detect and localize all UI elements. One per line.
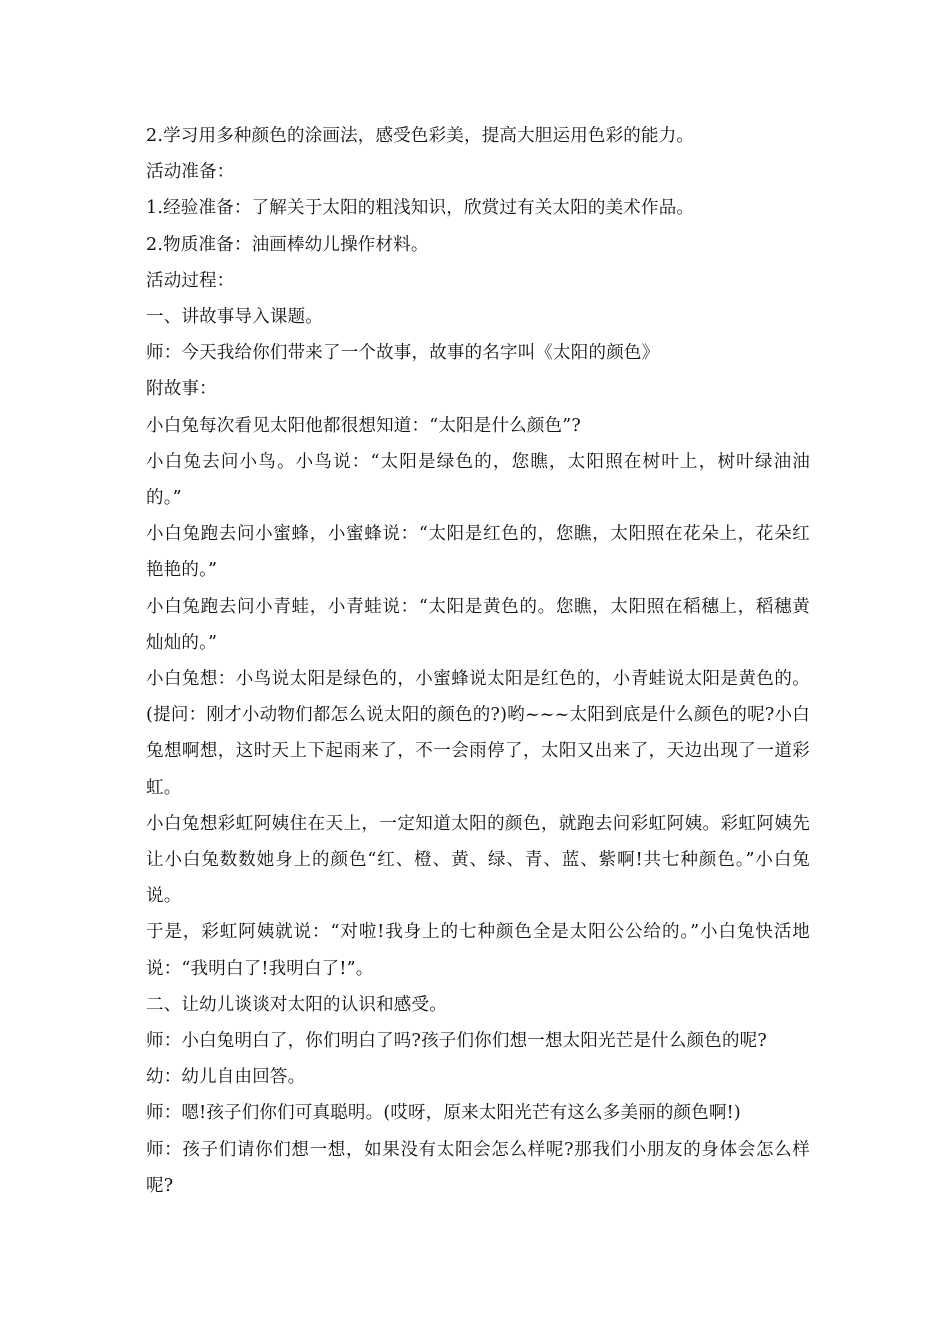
- heading-activity-preparation: 活动准备：: [146, 162, 235, 183]
- document-body: [146, 118, 810, 1204]
- story-paragraph: 小白兔想：小鸟说太阳是绿色的，小蜜蜂说太阳是红色的，小青蛙说太阳是黄色的。(提问：刚才小动物们都怎么说太阳的颜色的?)哟~~~太阳到底是什么颜色的呢?小白兔想啊想，这时天上下起雨来了，不一会雨停了，太阳又出来了，天边出现了一道彩虹。: [146, 669, 810, 798]
- paragraph-material-preparation: 2.物质准备：油画棒幼儿操作材料。: [146, 234, 429, 255]
- heading-activity-process: 活动过程：: [146, 270, 235, 291]
- dialogue-paragraph: 师：嗯!孩子们你们可真聪明。(哎呀，原来太阳光芒有这么多美丽的颜色啊!): [146, 1103, 741, 1124]
- story-paragraph: 小白兔跑去问小青蛙，小青蛙说：“太阳是黄色的。您瞧，太阳照在稻穗上，稻穗黄灿灿的。”: [146, 596, 810, 653]
- dialogue-paragraph: 幼：幼儿自由回答。: [146, 1067, 306, 1088]
- heading-step-2: 二、让幼儿谈谈对太阳的认识和感受。: [146, 994, 447, 1015]
- dialogue-paragraph: 师：孩子们请你们想一想，如果没有太阳会怎么样呢?那我们小朋友的身体会怎么样呢?: [146, 1139, 810, 1196]
- heading-appended-story: 附故事：: [146, 379, 217, 400]
- story-paragraph: 小白兔每次看见太阳他都很想知道：“太阳是什么颜色”?: [146, 415, 581, 436]
- story-paragraph: 于是，彩虹阿姨就说：“对啦!我身上的七种颜色全是太阳公公给的。”小白兔快活地说：“我明白了!我明白了!”。: [146, 922, 810, 979]
- paragraph-goal-2: 2.学习用多种颜色的涂画法，感受色彩美，提高大胆运用色彩的能力。: [146, 126, 695, 146]
- story-paragraph: 小白兔想彩虹阿姨住在天上，一定知道太阳的颜色，就跑去问彩虹阿姨。彩虹阿姨先让小白兔数数她身上的颜色“红、橙、黄、绿、青、蓝、紫啊!共七种颜色。”小白兔说。: [146, 813, 810, 907]
- paragraph-teacher-intro: 师：今天我给你们带来了一个故事，故事的名字叫《太阳的颜色》: [146, 343, 660, 364]
- dialogue-paragraph: 师：小白兔明白了，你们明白了吗?孩子们你们想一想太阳光芒是什么颜色的呢?: [146, 1031, 767, 1052]
- heading-step-1: 一、讲故事导入课题。: [146, 307, 323, 328]
- paragraph-experience-preparation: 1.经验准备：了解关于太阳的粗浅知识，欣赏过有关太阳的美术作品。: [146, 198, 695, 219]
- story-paragraph: 小白兔去问小鸟。小鸟说：“太阳是绿色的，您瞧，太阳照在树叶上，树叶绿油油的。”: [146, 451, 810, 509]
- story-paragraph: 小白兔跑去问小蜜蜂，小蜜蜂说：“太阳是红色的，您瞧，太阳照在花朵上，花朵红艳艳的。”: [146, 524, 810, 581]
